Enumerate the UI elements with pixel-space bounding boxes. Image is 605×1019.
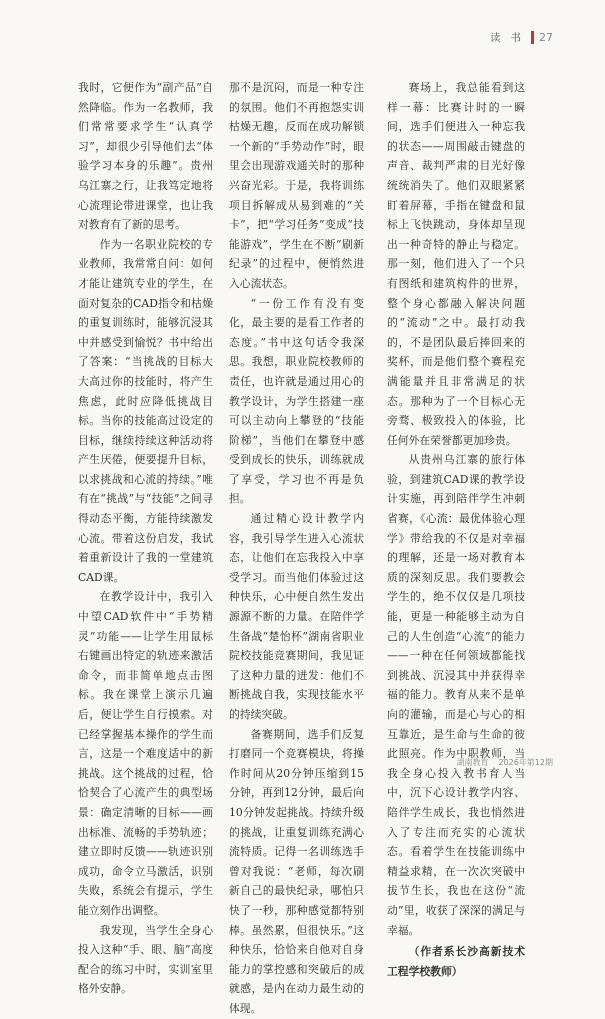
- text-column-1: [78, 78, 213, 999]
- publication-name: 湖南教育: [456, 758, 489, 767]
- paragraph: 赛场上，我总能看到这样一幕：比赛计时的一瞬间，选手们便进入一种忘我的状态——周围敲击键盘的声音、裁判严肃的目光好像统统消失了。他们双眼紧紧盯着屏幕，手指在键盘和鼠标上飞快跳动，身体却呈现出一种奇特的静止与稳定。那一刻，他们进入了一个只有图纸和建筑构件的世界，整个身心都融入解决问题的“流动”之中。最打动我的，不是团队最后捧回来的奖杯，而是他们整个赛程充满能量并且非常满足的状态。那种为了一个目标心无旁骛、极致投入的体验，比任何外在荣誉都更加珍贵。: [387, 81, 525, 447]
- issue-number: 2026年第12期: [498, 758, 553, 767]
- page-footer: [456, 757, 553, 768]
- paragraph: 那不是沉闷，而是一种专注的氛围。他们不再抱怨实训枯燥无趣，反而在成功解锁一个新的“手势动作”时，眼里会出现游戏通关时的那种兴奋光彩。于是，我将训练项目拆解成从易到难的“关卡”，把“学习任务”变成“技能游戏”，学生在不断“刷新纪录”的过程中，便悄然进入心流状态。: [229, 81, 364, 290]
- page-number: 27: [539, 31, 553, 44]
- paragraph: 我发现，当学生全身心投入这种“手、眼、脑”高度配合的练习中时，实训室里格外安静。: [78, 923, 213, 996]
- page-header: [490, 30, 553, 45]
- paragraph: 我时，它便作为“副产品”自然降临。作为一名教师，我们常常要求学生“认真学习”，却很少引导他们去“体验学习本身的乐趣”。贵州乌江寨之行，让我笃定地将心流理论带进课堂，也让我对教育有了新的思考。: [78, 81, 213, 232]
- author-note: （作者系长沙高新技术工程学校教师）: [387, 945, 525, 978]
- paragraph: 通过精心设计教学内容，我引导学生进入心流状态，让他们在忘我投入中享受学习。而当他们体验过这种快乐，心中便自然生发出源源不断的力量。在陪伴学生备战“楚怡杯”湖南省职业院校技能竞赛期间，我见证了这种力量的迸发：他们不断挑战自我，实现技能水平的持续突破。: [229, 512, 364, 721]
- paragraph: “一份工作有没有变化，最主要的是看工作者的态度。”书中这句话令我深思。我想，职业院校教师的责任，也许就是通过用心的教学设计，为学生搭建一座可以主动向上攀登的“技能阶梯”，当他们在攀登中感受到成长的快乐，训练就成了享受，学习也不再是负担。: [229, 296, 364, 506]
- text-column-3: [387, 78, 525, 981]
- section-name: 读书: [490, 32, 531, 44]
- paragraph: 作为一名职业院校的专业教师，我常常自问：如何才能让建筑专业的学生，在面对复杂的CAD指令和枯燥的重复训练时，能够沉浸其中并感受到愉悦？书中给出了答案：“当挑战的目标大大高过你的技能时，将产生焦虑，此时应降低挑战目标。当你的技能高过设定的目标，继续持续这种活动将产生厌倦，便要提升目标，以求挑战和心流的持续。”唯有在“挑战”与“技能”之间寻得动态平衡，方能持续激发心流。带着这份启发，我试着重新设计了我的一堂建筑CAD课。: [78, 237, 213, 584]
- paragraph: 备赛期间，选手们反复打磨同一个竞赛模块，将操作时间从20分钟压缩到15分钟，再到12分钟，最后向10分钟发起挑战。持续升级的挑战，让重复训练充满心流特质。记得一名训练选手曾对我说：“老师，每次刷新自己的最快纪录，哪怕只快了一秒，那种感觉都特别棒。虽然累，但很快乐。”这种快乐，恰恰来自他对自身能力的掌控感和突破后的成就感，是内在动力最生动的体现。: [229, 727, 364, 1015]
- paragraph: 在教学设计中，我引入中望CAD软件中“手势精灵”功能——让学生用鼠标右键画出特定的轨迹来激活命令，而非简单地点击图标。我在课堂上演示几遍后，便让学生自行摸索。对已经掌握基本操作的学生而言，这是一个难度适中的新挑战。这个挑战的过程，恰恰契合了心流产生的典型场景：确定清晰的目标——画出标准、流畅的手势轨迹；建立即时反馈——轨迹识别成功，命令立马激活，识别失败，系统会有提示，学生能立刻作出调整。: [78, 590, 213, 917]
- paragraph: 从贵州乌江寨的旅行体验，到建筑CAD课的教学设计实施，再到陪伴学生冲刺省赛，《心流：最优体验心理学》带给我的不仅是对幸福的理解，还是一场对教育本质的深刻反思。我们要教会学生的，绝不仅仅是几项技能，更是一种能够主动为自己的人生创造“心流”的能力——一种在任何领域都能找到挑战、沉浸其中并获得幸福的能力。教育从来不是单向的灌输，而是心与心的相互靠近，是生命与生命的彼此照亮。作为中职教师，当我全身心投入教书育人当中，沉下心设计教学内容、陪伴学生成长，我也悄然进入了专注而充实的心流状态。看着学生在技能训练中精益求精，在一次次突破中拔节生长，我也在这份“流动”里，收获了深深的满足与幸福。: [387, 453, 525, 937]
- header-divider-bar: [531, 31, 534, 44]
- text-column-2: [229, 78, 364, 1019]
